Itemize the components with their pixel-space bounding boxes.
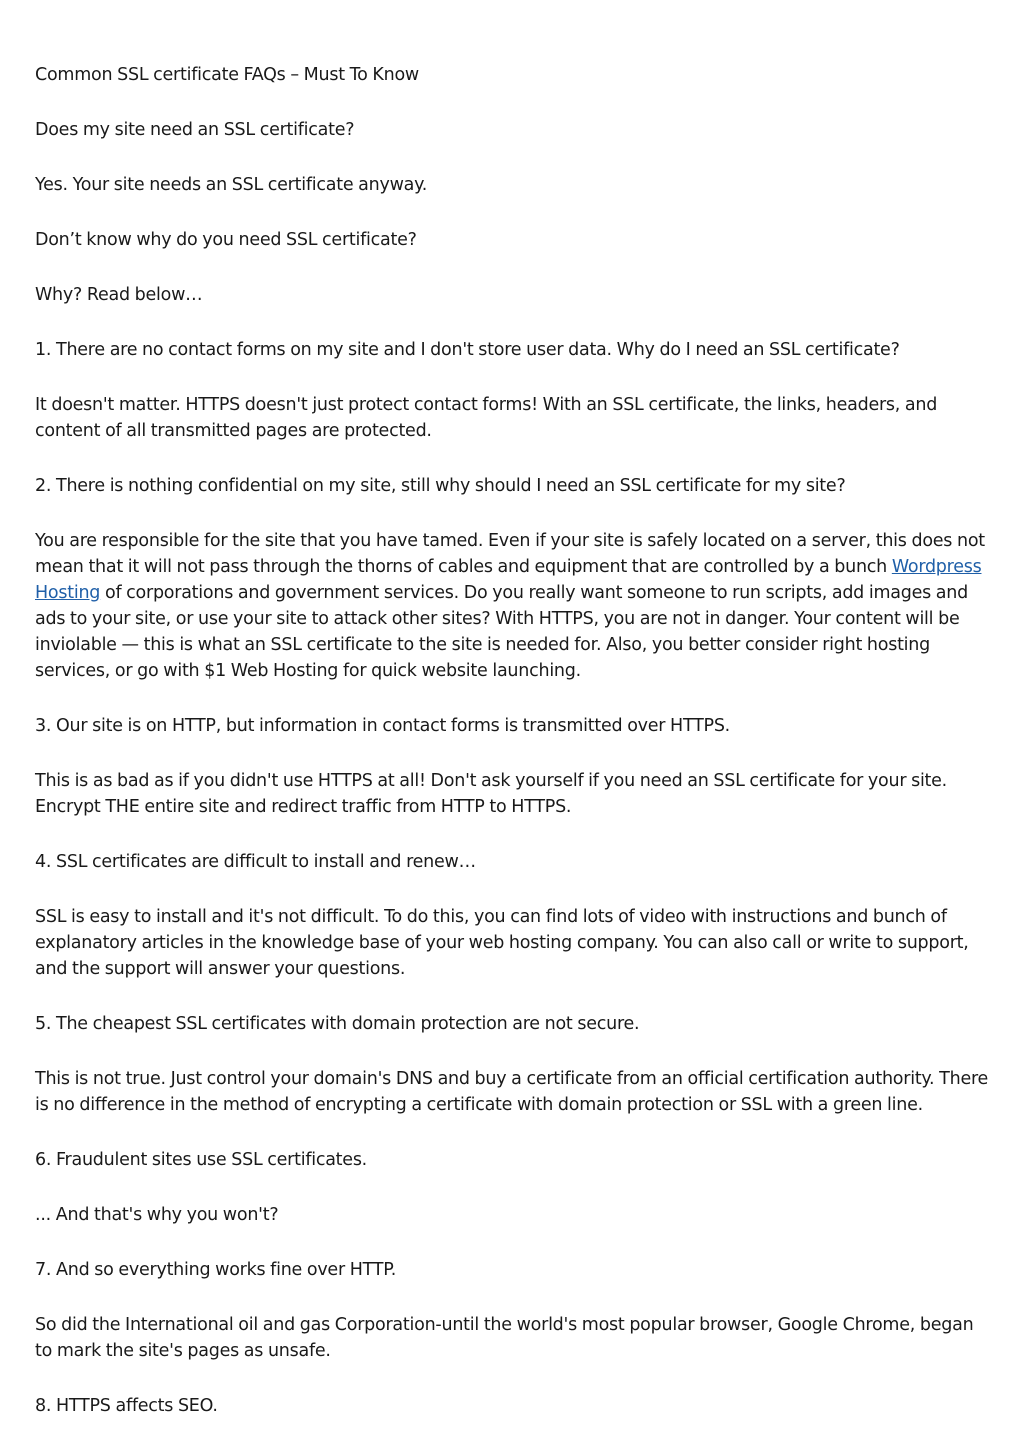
faq-answer-2: [35, 528, 993, 684]
faq-answer-7: So did the International oil and gas Corporation-until the world's most popular browser, Google Chrome, began to mark the site's pages as unsafe.: [35, 1315, 974, 1361]
faq-question-2: 2. There is nothing confidential on my site, still why should I need an SSL certificate for my site?: [35, 476, 846, 496]
faq-question-1: 1. There are no contact forms on my site and I don't store user data. Why do I need an SSL certificate?: [35, 340, 900, 360]
faq-question-3: 3. Our site is on HTTP, but information in contact forms is transmitted over HTTPS.: [35, 716, 730, 736]
answer-site-need-ssl: Yes. Your site needs an SSL certificate anyway.: [35, 175, 428, 195]
read-below-text: Why? Read below…: [35, 285, 203, 305]
document-title: Common SSL certificate FAQs – Must To Know: [35, 65, 419, 85]
wordpress-hosting-link[interactable]: Wordpress Hosting: [35, 557, 982, 603]
faq-question-7: 7. And so everything works fine over HTTP.: [35, 1260, 397, 1280]
document-body: [35, 62, 993, 1448]
faq-question-8: 8. HTTPS affects SEO.: [35, 1396, 218, 1416]
faq-answer-1: It doesn't matter. HTTPS doesn't just protect contact forms! With an SSL certificate, the links, headers, and content of all transmitted pages are protected.: [35, 395, 938, 441]
faq-answer-4: SSL is easy to install and it's not difficult. To do this, you can find lots of video with instructions and bunch of explanatory articles in the knowledge base of your web hosting company. You can also call or write to support, and the support will answer your questions.: [35, 907, 969, 979]
faq-answer-3: This is as bad as if you didn't use HTTPS at all! Don't ask yourself if you need an SSL certificate for your site. Encrypt THE entire site and redirect traffic from HTTP to HTTPS.: [35, 771, 947, 817]
faq-answer-6: ... And that's why you won't?: [35, 1205, 279, 1225]
faq-question-4: 4. SSL certificates are difficult to install and renew…: [35, 852, 476, 872]
faq-answer-2-text-after: of corporations and government services. Do you really want someone to run scripts, add images and ads to your site, or use your site to attack other sites? With HTTPS, you are not in danger. Your content will be inviolable — this is what an SSL certificate to the site is needed for. Also, you better consider right hosting services, or go with $1 Web Hosting for quick website launching.: [35, 583, 968, 681]
faq-question-6: 6. Fraudulent sites use SSL certificates.: [35, 1150, 367, 1170]
faq-answer-2-text-before: You are responsible for the site that you have tamed. Even if your site is safely located on a server, this does not mean that it will not pass through the thorns of cables and equipment that are controlled by a bunch: [35, 531, 985, 577]
faq-question-5: 5. The cheapest SSL certificates with domain protection are not secure.: [35, 1014, 640, 1034]
question-site-need-ssl: Does my site need an SSL certificate?: [35, 120, 355, 140]
faq-answer-5: This is not true. Just control your domain's DNS and buy a certificate from an official certification authority. There is no difference in the method of encrypting a certificate with domain protection or SSL with a green line.: [35, 1069, 989, 1115]
question-why-need-ssl: Don’t know why do you need SSL certificate?: [35, 230, 417, 250]
